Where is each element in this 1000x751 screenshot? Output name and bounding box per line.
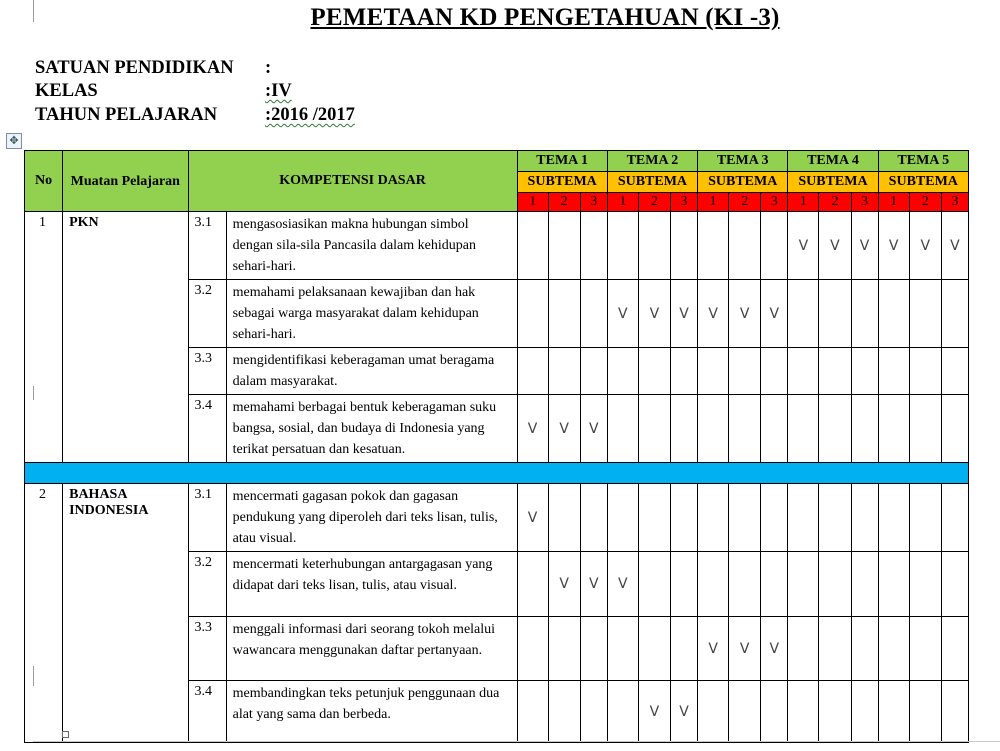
subtema-check-cell [761,681,788,743]
subtema-check-cell [548,484,580,552]
subtema-check-cell [548,681,580,743]
subject-name: PKN [63,212,188,463]
subtema-check-cell [607,617,638,681]
subtema-check-cell [517,212,548,280]
check-mark: V [527,509,538,526]
subtema-check-cell [670,617,697,681]
subtema-check-cell [788,280,819,348]
subtema-check-cell [851,280,878,348]
subtema-check-cell [941,681,968,743]
subtema-check-cell [878,552,909,617]
check-mark: V [588,576,599,592]
subtema-check-cell [851,348,878,395]
subject-name: BAHASA INDONESIA [63,484,188,743]
check-mark: V [739,305,750,322]
subtema-check-cell [670,681,697,743]
subject-separator-row [25,463,969,484]
subtema-check-cell [517,280,548,348]
subtema-check-cell [909,348,941,395]
check-mark: V [679,305,689,322]
subtema-check-cell [788,212,819,280]
table-move-handle-icon[interactable]: ✥ [6,133,22,149]
subtema-check-cell [761,395,788,463]
subtema-check-cell [788,395,819,463]
subtema-check-cell [517,617,548,681]
header-subtema-number: 2 [819,193,851,212]
subtema-check-cell [761,348,788,395]
header-subtema-number: 1 [698,193,729,212]
subtema-check-cell [607,484,638,552]
subtema-check-cell [819,280,851,348]
header-tema-4: TEMA 4 [788,151,878,172]
subtema-check-cell [698,617,729,681]
subtema-check-cell [851,395,878,463]
header-subtema-number: 2 [638,193,670,212]
kd-description: menggali informasi dari seorang tokoh melalui wawancara menggunakan daftar pertanyaan. [226,617,517,681]
subtema-check-cell [670,280,697,348]
subtema-check-cell [851,552,878,617]
subtema-check-cell [548,617,580,681]
subtema-check-cell [548,212,580,280]
subtema-check-cell [761,280,788,348]
subtema-check-cell [909,280,941,348]
subtema-check-cell [670,348,697,395]
subtema-check-cell [548,348,580,395]
subtema-check-cell [878,348,909,395]
subtema-check-cell [878,617,909,681]
subtema-check-cell [819,395,851,463]
subtema-check-cell [788,681,819,743]
subtema-check-cell [670,484,697,552]
subtema-check-cell [878,212,909,280]
subtema-check-cell [909,212,941,280]
kelas-value: :IV [265,81,292,101]
subtema-check-cell [878,484,909,552]
check-mark: V [888,237,899,254]
subtema-check-cell [580,484,607,552]
kd-description: membandingkan teks petunjuk penggunaan dua alat yang sama dan berbeda. [226,681,517,743]
kelas-label: KELAS [35,81,98,101]
subtema-check-cell [729,348,761,395]
subtema-check-cell [670,395,697,463]
kd-code: 3.1 [188,484,226,552]
subject-separator [25,463,969,484]
subtema-check-cell [580,681,607,743]
subtema-check-cell [819,212,851,280]
subtema-check-cell [607,552,638,617]
subtema-check-cell [548,552,580,617]
subtema-check-cell [548,395,580,463]
info-kelas [35,80,292,103]
subtema-check-cell [909,681,941,743]
header-subtema: SUBTEMA [878,172,968,193]
check-mark: V [618,576,628,592]
subtema-check-cell [698,348,729,395]
header-subtema-number: 1 [517,193,548,212]
check-mark: V [649,703,660,720]
subtema-check-cell [788,348,819,395]
kd-code: 3.2 [188,280,226,348]
tahun-value: :2016 /2017 [265,105,355,125]
header-kompetensi-dasar: KOMPETENSI DASAR [188,151,517,212]
check-mark: V [679,703,689,720]
header-tema-2: TEMA 2 [607,151,697,172]
subtema-check-cell [941,212,968,280]
header-subtema-number: 3 [761,193,788,212]
kd-mapping-table [24,150,969,743]
subtema-check-cell [638,681,670,743]
subtema-check-cell [607,681,638,743]
subtema-check-cell [878,395,909,463]
subtema-check-cell [638,395,670,463]
subtema-check-cell [788,552,819,617]
subtema-check-cell [698,484,729,552]
subtema-check-cell [698,681,729,743]
check-mark: V [830,237,840,254]
subtema-check-cell [580,395,607,463]
subtema-check-cell [607,348,638,395]
subtema-check-cell [729,484,761,552]
kd-code: 3.3 [188,348,226,395]
kd-description: mengidentifikasi keberagaman umat beragama dalam masyarakat. [226,348,517,395]
kd-code: 3.1 [188,212,226,280]
info-satuan [35,57,271,80]
subtema-check-cell [517,552,548,617]
subtema-check-cell [729,617,761,681]
subtema-check-cell [941,552,968,617]
page-bottom-guide [33,741,1000,742]
subtema-check-cell [761,484,788,552]
subtema-check-cell [607,395,638,463]
header-subtema-number: 1 [788,193,819,212]
check-mark: V [559,576,569,592]
satuan-value: : [265,58,272,78]
check-mark: V [527,420,538,437]
subtema-check-cell [941,484,968,552]
header-subtema-number: 2 [548,193,580,212]
subtema-check-cell [638,552,670,617]
subtema-check-cell [729,395,761,463]
header-tema-5: TEMA 5 [878,151,968,172]
info-tahun [35,104,355,127]
subtema-check-cell [638,617,670,681]
subtema-check-cell [638,280,670,348]
kd-code: 3.4 [188,395,226,463]
subtema-check-cell [909,552,941,617]
check-mark: V [798,237,809,254]
subtema-check-cell [580,552,607,617]
check-mark: V [920,237,931,254]
subtema-check-cell [638,348,670,395]
subtema-check-cell [941,348,968,395]
subtema-check-cell [851,484,878,552]
check-mark: V [559,420,569,437]
subtema-check-cell [698,280,729,348]
header-subtema-number: 3 [580,193,607,212]
subtema-check-cell [517,395,548,463]
header-muatan: Muatan Pelajaran [63,151,188,212]
subtema-check-cell [909,617,941,681]
check-mark: V [708,640,718,657]
subtema-check-cell [851,681,878,743]
subtema-check-cell [607,280,638,348]
subtema-check-cell [761,617,788,681]
subtema-check-cell [580,348,607,395]
kd-code: 3.4 [188,681,226,743]
header-tema-1: TEMA 1 [517,151,607,172]
subject-number: 2 [25,484,63,743]
subtema-check-cell [670,212,697,280]
check-mark: V [769,640,780,657]
subtema-check-cell [548,280,580,348]
kd-description: mencermati keterhubungan antargagasan yang didapat dari teks lisan, tulis, atau visual. [226,552,517,617]
subtema-check-cell [517,348,548,395]
table-resize-handle[interactable] [62,731,69,738]
header-subtema-number: 2 [909,193,941,212]
subtema-check-cell [878,280,909,348]
kd-description: mencermati gagasan pokok dan gagasan pendukung yang diperoleh dari teks lisan, tulis, atau visual. [226,484,517,552]
subtema-check-cell [638,212,670,280]
subtema-check-cell [819,552,851,617]
subtema-check-cell [698,552,729,617]
subtema-check-cell [607,212,638,280]
kd-code: 3.3 [188,617,226,681]
check-mark: V [649,305,660,322]
header-subtema: SUBTEMA [607,172,697,193]
subtema-check-cell [851,212,878,280]
subtema-check-cell [941,280,968,348]
table-row [25,212,969,280]
subtema-check-cell [580,280,607,348]
check-mark: V [859,237,870,254]
header-subtema: SUBTEMA [517,172,607,193]
subtema-check-cell [788,484,819,552]
kd-description: mengasosiasikan makna hubungan simbol dengan sila-sila Pancasila dalam kehidupan sehari-hari. [226,212,517,280]
header-tema-3: TEMA 3 [698,151,788,172]
subtema-check-cell [941,395,968,463]
check-mark: V [769,305,780,322]
subtema-check-cell [788,617,819,681]
kd-description: memahami pelaksanaan kewajiban dan hak sebagai warga masyarakat dalam kehidupan sehari-hari. [226,280,517,348]
tahun-label: TAHUN PELAJARAN [35,105,218,125]
subtema-check-cell [729,280,761,348]
subtema-check-cell [670,552,697,617]
subtema-check-cell [729,212,761,280]
subtema-check-cell [698,395,729,463]
header-subtema: SUBTEMA [698,172,788,193]
subtema-check-cell [761,212,788,280]
subtema-check-cell [638,484,670,552]
subtema-check-cell [698,212,729,280]
subtema-check-cell [819,484,851,552]
subtema-check-cell [909,395,941,463]
check-mark: V [950,237,960,254]
kd-description: memahami berbagai bentuk keberagaman suku bangsa, sosial, dan budaya di Indonesia yang terikat persatuan dan kesatuan. [226,395,517,463]
header-subtema-number: 3 [670,193,697,212]
check-mark: V [618,305,628,322]
subtema-check-cell [819,348,851,395]
subtema-check-cell [580,617,607,681]
check-mark: V [739,640,750,657]
header-subtema: SUBTEMA [788,172,878,193]
subtema-check-cell [580,212,607,280]
check-mark: V [708,305,718,322]
document-title: PEMETAAN KD PENGETAHUAN (KI -3) [310,4,780,31]
subtema-check-cell [761,552,788,617]
check-mark: V [588,420,599,437]
header-subtema-number: 3 [941,193,968,212]
subject-number: 1 [25,212,63,463]
subtema-check-cell [878,681,909,743]
header-no: No [25,151,63,212]
subtema-check-cell [819,681,851,743]
subtema-check-cell [729,552,761,617]
subtema-check-cell [517,681,548,743]
kd-code: 3.2 [188,552,226,617]
subtema-check-cell [941,617,968,681]
subtema-check-cell [729,681,761,743]
header-subtema-number: 1 [878,193,909,212]
header-subtema-number: 3 [851,193,878,212]
subtema-check-cell [851,617,878,681]
table-row [25,484,969,552]
subtema-check-cell [819,617,851,681]
subtema-check-cell [517,484,548,552]
satuan-label: SATUAN PENDIDIKAN [35,58,234,78]
header-subtema-number: 1 [607,193,638,212]
header-subtema-number: 2 [729,193,761,212]
subtema-check-cell [909,484,941,552]
